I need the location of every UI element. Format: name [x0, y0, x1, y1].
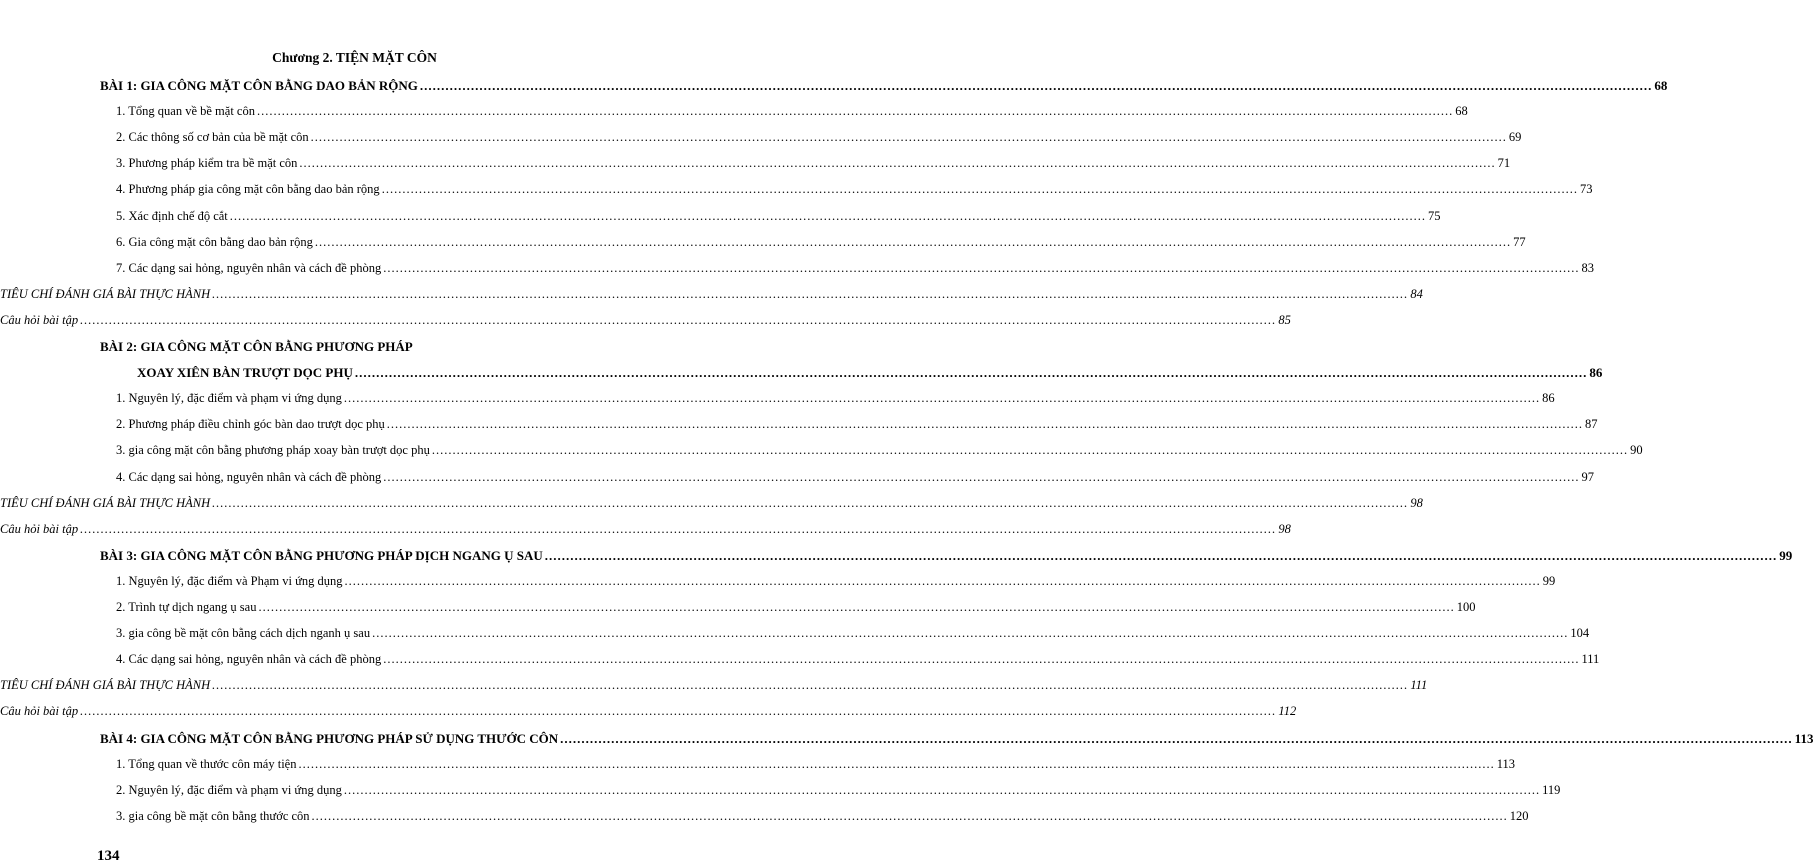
toc-entry-title: BÀI 4: GIA CÔNG MẶT CÔN BẰNG PHƯƠNG PHÁP SỬ DỤNG THƯỚC CÔN — [100, 730, 559, 746]
toc-entry-title: TIÊU CHÍ ĐÁNH GIÁ BÀI THỰC HÀNH — [0, 495, 211, 510]
toc-entry-title: 4. Các dạng sai hỏng, nguyên nhân và cách đề phòng — [116, 652, 382, 667]
toc-page-number: 112 — [1278, 704, 1297, 719]
toc-entry-title: TIÊU CHÍ ĐÁNH GIÁ BÀI THỰC HÀNH — [0, 286, 211, 301]
toc-entry-title: 1. Tổng quan về thước côn máy tiện — [116, 756, 297, 771]
toc-entry-title: 6. Gia công mặt côn bằng dao bản rộng — [116, 234, 313, 249]
toc-lesson-row — [100, 339, 413, 355]
page-number: 134 — [97, 848, 120, 864]
toc-leader-dots — [298, 757, 1494, 772]
toc-entry-row — [116, 756, 1516, 772]
toc-leader-dots — [560, 731, 1793, 747]
toc-page-number: 84 — [1410, 286, 1423, 301]
toc-page-number: 98 — [1410, 495, 1423, 510]
toc-lesson-row — [100, 730, 1813, 747]
toc-leader-dots — [312, 809, 1508, 824]
toc-page-number: 87 — [1585, 417, 1598, 432]
toc-leader-dots — [80, 313, 1276, 328]
toc-leader-dots — [299, 156, 1495, 171]
toc-entry-row — [116, 208, 1441, 224]
toc-entry-title: 1. Nguyên lý, đặc điểm và phạm vi ứng dụng — [116, 391, 342, 406]
toc-entry-title: Câu hỏi bài tập — [0, 521, 79, 536]
toc-entry-title: BÀI 3: GIA CÔNG MẶT CÔN BẰNG PHƯƠNG PHÁP DỊCH NGANG Ụ SAU — [100, 547, 543, 563]
toc-entry-row — [116, 417, 1598, 432]
toc-page-number: 104 — [1570, 626, 1590, 641]
toc-leader-dots — [258, 600, 1454, 615]
toc-page-number: 83 — [1581, 260, 1594, 275]
toc-entry-row — [116, 782, 1561, 798]
toc-leader-dots — [344, 783, 1540, 798]
toc-page-number: 98 — [1278, 521, 1291, 536]
toc-leader-dots — [383, 261, 1579, 276]
toc-entry-row — [116, 182, 1593, 197]
toc-lesson-row — [100, 547, 1793, 564]
toc-entry-row — [0, 704, 1296, 719]
toc-page-number: 69 — [1508, 130, 1522, 145]
toc-leader-dots — [345, 574, 1541, 589]
toc-entry-row — [116, 391, 1555, 406]
toc-entry-row — [116, 156, 1511, 171]
toc-entry-row — [116, 626, 1590, 641]
toc-leader-dots — [230, 209, 1426, 224]
toc-entry-row — [0, 678, 1427, 693]
toc-leader-dots — [344, 391, 1540, 406]
toc-leader-dots — [212, 496, 1408, 511]
toc-page-number: 75 — [1428, 208, 1441, 223]
toc-entry-title: 3. Phương pháp kiểm tra bề mặt côn — [116, 156, 298, 171]
toc-entry-row — [116, 234, 1526, 250]
toc-page-number: 113 — [1496, 756, 1516, 771]
toc-entry-title: Câu hỏi bài tập — [0, 312, 79, 327]
toc-leader-dots — [311, 130, 1507, 145]
toc-entry-title: 5. Xác định chế độ cắt — [116, 208, 228, 223]
toc-entry-row — [116, 808, 1529, 824]
toc-entry-title: 2. Phương pháp điều chỉnh góc bàn dao trượt dọc phụ — [116, 417, 385, 432]
toc-leader-dots — [355, 365, 1588, 381]
toc-entry-row — [116, 130, 1522, 145]
toc-leader-dots — [372, 626, 1568, 641]
toc-leader-dots — [383, 652, 1579, 667]
toc-leader-dots — [383, 470, 1579, 485]
toc-page-number: 73 — [1579, 182, 1593, 197]
toc-entry-row — [116, 600, 1476, 615]
toc-entry-title: BÀI 2: GIA CÔNG MẶT CÔN BẰNG PHƯƠNG PHÁP — [100, 339, 413, 354]
toc-entry-title: 3. gia công bề mặt côn bằng cách dịch nganh ụ sau — [116, 626, 371, 641]
toc-entry-title: 3. gia công mặt côn bằng phương pháp xoay bàn trượt dọc phụ — [116, 443, 430, 458]
toc-entry-row — [0, 496, 1423, 511]
toc-leader-dots — [80, 522, 1276, 537]
toc-leader-dots — [387, 417, 1583, 432]
toc-entry-row — [116, 652, 1600, 667]
toc-entry-title: Câu hỏi bài tập — [0, 704, 79, 719]
toc-entry-title: 4. Phương pháp gia công mặt côn bằng dao bản rộng — [116, 182, 380, 197]
toc-page-number: 99 — [1779, 547, 1793, 563]
toc-page-number: 86 — [1542, 391, 1555, 406]
toc-entry-title: 7. Các dạng sai hỏng, nguyên nhân và cách đề phòng — [116, 260, 382, 275]
toc-entry-row — [0, 287, 1423, 302]
toc-entry-title: 2. Nguyên lý, đặc điểm và phạm vi ứng dụng — [116, 782, 342, 797]
toc-entry-title: TIÊU CHÍ ĐÁNH GIÁ BÀI THỰC HÀNH — [0, 678, 211, 693]
toc-entry-row — [116, 573, 1556, 589]
toc-page-number: 99 — [1542, 573, 1556, 588]
toc-entry-title: 4. Các dạng sai hỏng, nguyên nhân và cách đề phòng — [116, 469, 382, 484]
toc-leader-dots — [545, 548, 1778, 564]
toc-lesson-row — [137, 365, 1603, 381]
toc-entry-title: 2. Các thông số cơ bản của bề mặt côn — [116, 130, 309, 145]
toc-leader-dots — [212, 678, 1408, 693]
toc-leader-dots — [212, 287, 1408, 302]
toc-entry-row — [116, 260, 1594, 276]
toc-page-number: 111 — [1410, 678, 1428, 693]
toc-page-number: 113 — [1794, 730, 1813, 746]
toc-entry-title: 2. Trình tự dịch ngang ụ sau — [116, 600, 257, 614]
toc-page-number: 90 — [1630, 443, 1643, 458]
toc-entry-title: 3. gia công bề mặt côn bằng thước côn — [116, 808, 310, 823]
toc-leader-dots — [80, 704, 1276, 719]
toc-page-number: 111 — [1581, 652, 1600, 667]
toc-page-number: 77 — [1513, 234, 1526, 249]
toc-page-number: 86 — [1589, 365, 1603, 381]
toc-page-number: 119 — [1542, 782, 1561, 797]
toc-leader-dots — [432, 443, 1628, 458]
chapter-title: Chương 2. TIỆN MẶT CÔN — [272, 50, 437, 65]
toc-entry-title: 1. Nguyên lý, đặc điểm và Phạm vi ứng dụng — [116, 573, 343, 588]
toc-entry-row — [0, 522, 1291, 537]
toc-page-number: 97 — [1581, 469, 1594, 484]
toc-page-number: 100 — [1456, 600, 1476, 614]
toc-page-number: 71 — [1497, 156, 1511, 171]
toc-entry-title: 1. Tổng quan về bề mặt côn — [116, 104, 255, 119]
toc-entry-row — [0, 313, 1291, 328]
toc-leader-dots — [382, 182, 1578, 197]
toc-entry-title: XOAY XIÊN BÀN TRƯỢT DỌC PHỤ — [137, 365, 353, 381]
toc-entry-row — [116, 104, 1468, 119]
toc-page-number: 68 — [1654, 78, 1668, 93]
toc-page-number: 120 — [1509, 808, 1529, 823]
toc-page-number: 68 — [1455, 104, 1468, 119]
toc-leader-dots — [315, 235, 1511, 250]
toc-entry-row — [116, 469, 1594, 485]
toc-leader-dots — [257, 104, 1453, 119]
toc-page-number: 85 — [1278, 312, 1291, 327]
toc-entry-row — [116, 443, 1643, 458]
toc-lesson-row — [100, 78, 1668, 94]
toc-leader-dots — [420, 78, 1653, 94]
toc-entry-title: BÀI 1: GIA CÔNG MẶT CÔN BẰNG DAO BẢN RỘNG — [100, 78, 418, 93]
